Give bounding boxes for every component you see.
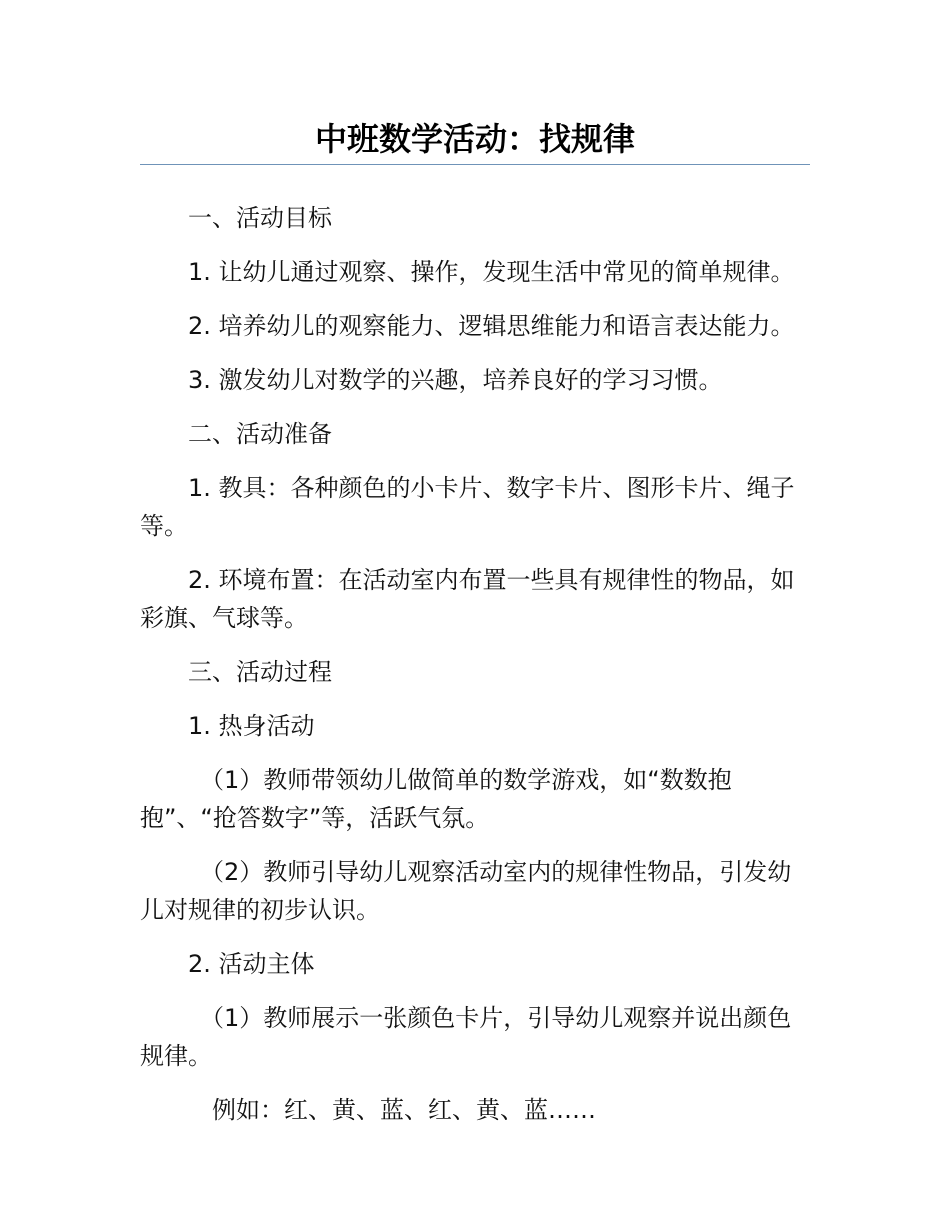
process-step-1: 1. 热身活动 (188, 712, 315, 740)
prep-item-2: 2. 环境布置：在活动室内布置一些具有规律性的物品，如彩旗、气球等。 (140, 566, 795, 632)
goal-item-1: 1. 让幼儿通过观察、操作，发现生活中常见的简单规律。 (188, 258, 795, 286)
goal-item-2: 2. 培养幼儿的观察能力、逻辑思维能力和语言表达能力。 (188, 312, 795, 340)
document-body (140, 199, 810, 1129)
prep-item-1: 1. 教具：各种颜色的小卡片、数字卡片、图形卡片、绳子等。 (140, 474, 795, 540)
document-page (140, 0, 810, 1145)
section-heading-goals: 一、活动目标 (188, 204, 332, 232)
section-heading-preparation: 二、活动准备 (188, 420, 332, 448)
process-substep-1-2: （2）教师引导幼儿观察活动室内的规律性物品，引发幼儿对规律的初步认识。 (140, 858, 792, 924)
section-heading-process: 三、活动过程 (188, 658, 332, 686)
process-step-2: 2. 活动主体 (188, 950, 315, 978)
example-line: 例如：红、黄、蓝、红、黄、蓝…… (212, 1096, 596, 1124)
page-title: 中班数学活动：找规律 (314, 120, 635, 158)
title-underline (140, 164, 810, 165)
goal-item-3: 3. 激发幼儿对数学的兴趣，培养良好的学习习惯。 (188, 366, 723, 394)
process-substep-2-1: （1）教师展示一张颜色卡片，引导幼儿观察并说出颜色规律。 (140, 1004, 792, 1070)
process-substep-1-1: （1）教师带领幼儿做简单的数学游戏，如“数数抱抱”、“抢答数字”等，活跃气氛。 (140, 766, 732, 832)
